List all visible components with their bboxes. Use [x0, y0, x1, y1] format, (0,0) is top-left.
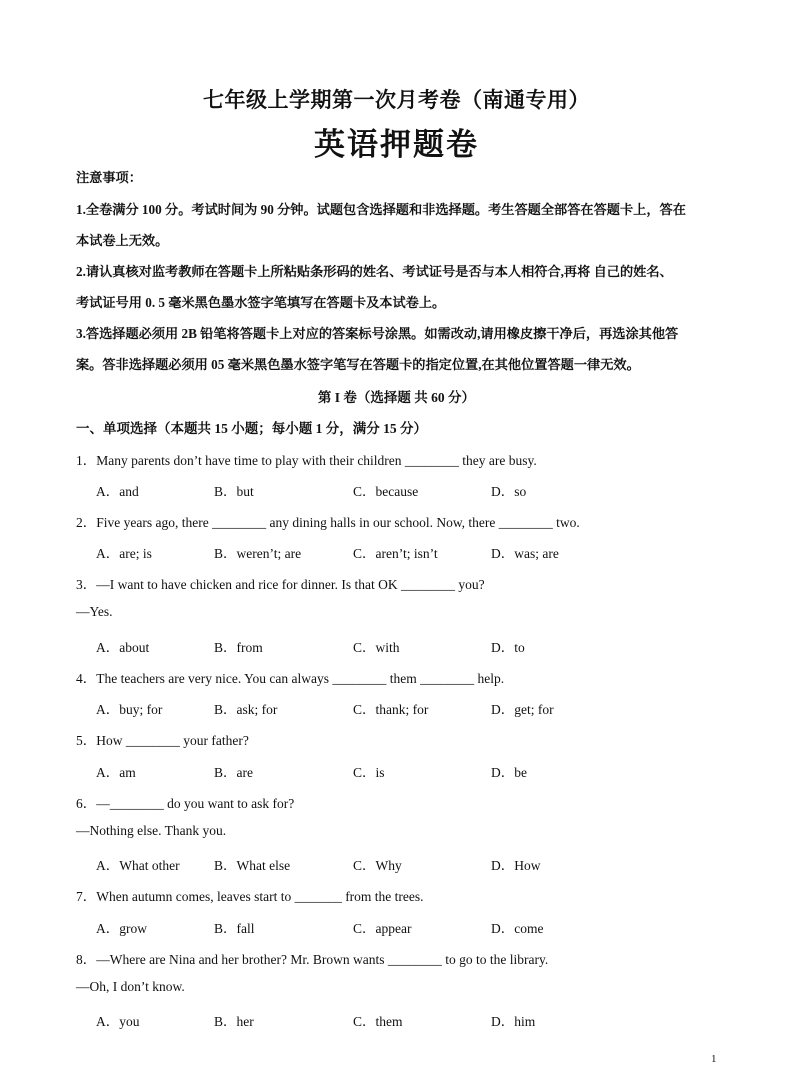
option-d: D．was; are — [491, 546, 559, 561]
option-a: A．am — [96, 765, 136, 780]
notes-line: 1.全卷满分 100 分。考试时间为 90 分钟。试题包含选择题和非选择题。考生答题全部答在答题卡上，答在 — [76, 202, 686, 217]
option-b: B．weren’t; are — [214, 546, 302, 561]
question-reply: —Nothing else. Thank you. — [76, 823, 227, 838]
notes-line: 考试证号用 0. 5 毫米黑色墨水签字笔填写在答题卡及本试卷上。 — [76, 295, 446, 310]
notes-line: 案。答非选择题必须用 05 毫米黑色墨水签字笔写在答题卡的指定位置,在其他位置答题一律无效。 — [76, 357, 640, 372]
option-a: A．you — [96, 1014, 140, 1029]
option-a: A．and — [96, 484, 139, 499]
option-a: A．What other — [96, 858, 180, 873]
question-stem: 8．—Where are Nina and her brother? Mr. Brown wants ________ to go to the library. — [76, 952, 549, 967]
option-c: C．is — [353, 765, 385, 780]
exam-subtitle: 英语押题卷 — [314, 127, 479, 162]
option-b: B．from — [214, 640, 263, 655]
option-c: C．with — [353, 640, 400, 655]
option-d: D．How — [491, 858, 541, 873]
notes-line: 3.答选择题必须用 2B 铅笔将答题卡上对应的答案标号涂黑。如需改动,请用橡皮擦干净后，再选涂其他答 — [76, 326, 679, 341]
question-stem: 7．When autumn comes, leaves start to _______ from the trees. — [76, 889, 424, 904]
option-d: D．get; for — [491, 702, 554, 717]
option-c: C．them — [353, 1014, 403, 1029]
option-c: C．aren’t; isn’t — [353, 546, 438, 561]
notes-heading: 注意事项： — [76, 170, 142, 185]
question-stem: 1．Many parents don’t have time to play with their children ________ they are busy. — [76, 453, 537, 468]
option-b: B．are — [214, 765, 253, 780]
option-b: B．What else — [214, 858, 291, 873]
question-stem: 3．—I want to have chicken and rice for dinner. Is that OK ________ you? — [76, 577, 485, 592]
question-reply: —Yes. — [76, 604, 113, 619]
option-a: A．are; is — [96, 546, 152, 561]
page-number: 1 — [711, 1053, 717, 1065]
notes-line: 2.请认真核对监考教师在答题卡上所粘贴条形码的姓名、考试证号是否与本人相符合,再将 自己的姓名、 — [76, 264, 673, 279]
notes-line: 本试卷上无效。 — [76, 233, 169, 248]
option-c: C．appear — [353, 921, 412, 936]
option-c: C．Why — [353, 858, 402, 873]
option-b: B．ask; for — [214, 702, 278, 717]
section-heading: 一、单项选择（本题共 15 小题；每小题 1 分，满分 15 分） — [76, 421, 427, 436]
option-b: B．her — [214, 1014, 254, 1029]
option-b: B．fall — [214, 921, 255, 936]
question-stem: 6．—________ do you want to ask for? — [76, 796, 295, 811]
exam-title: 七年级上学期第一次月考卷（南通专用） — [203, 88, 590, 112]
question-stem: 5．How ________ your father? — [76, 733, 249, 748]
option-d: D．come — [491, 921, 544, 936]
question-reply: —Oh, I don’t know. — [76, 979, 185, 994]
option-d: D．to — [491, 640, 525, 655]
option-d: D．be — [491, 765, 527, 780]
option-d: D．him — [491, 1014, 536, 1029]
option-b: B．but — [214, 484, 254, 499]
option-a: A．about — [96, 640, 150, 655]
question-stem: 4．The teachers are very nice. You can always ________ them ________ help. — [76, 671, 505, 686]
option-a: A．buy; for — [96, 702, 163, 717]
part-title: 第 I 卷（选择题 共 60 分） — [317, 390, 476, 405]
option-d: D．so — [491, 484, 527, 499]
option-c: C．thank; for — [353, 702, 429, 717]
option-a: A．grow — [96, 921, 147, 936]
option-c: C．because — [353, 484, 419, 499]
question-stem: 2．Five years ago, there ________ any dining halls in our school. Now, there ________ two. — [76, 515, 580, 530]
